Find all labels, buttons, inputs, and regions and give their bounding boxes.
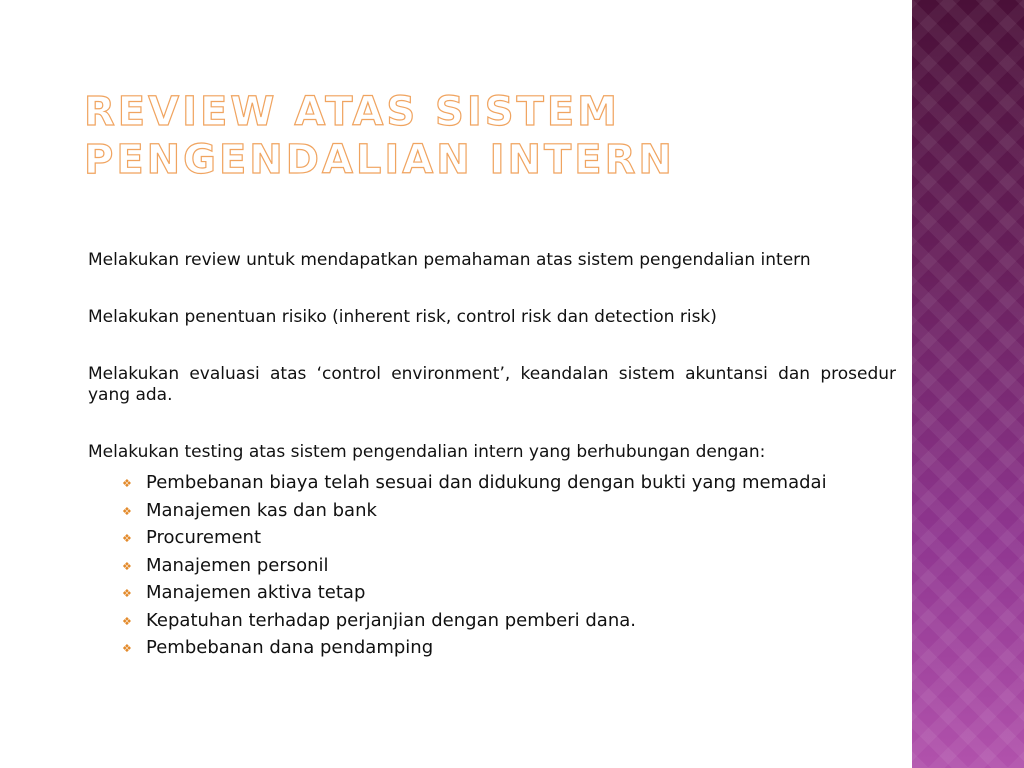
list-item — [122, 497, 896, 525]
slide-title-line: REVIEW ATAS SISTEM — [84, 89, 620, 135]
diamond-bullet-icon: ❖ — [122, 642, 132, 656]
bullet-text: Kepatuhan terhadap perjanjian dengan pemberi dana. — [146, 609, 636, 631]
list-item — [122, 607, 896, 635]
list-item — [122, 469, 896, 497]
paragraph-testing: Melakukan testing atas sistem pengendalian intern yang berhubungan dengan: — [88, 442, 766, 462]
diamond-bullet-icon: ❖ — [122, 532, 132, 546]
bullet-text: Pembebanan dana pendamping — [146, 637, 434, 658]
list-item — [122, 552, 896, 580]
list-item — [122, 524, 896, 552]
bullet-text: Procurement — [146, 527, 262, 548]
paragraph-evaluation: Melakukan evaluasi atas ‘control environment’, keandalan sistem akuntansi dan prosedur yang ada. — [88, 364, 896, 405]
bullet-text: Manajemen kas dan bank — [146, 499, 377, 521]
paragraph-risk-assessment: Melakukan penentuan risiko (inherent risk, control risk dan detection risk) — [88, 307, 717, 327]
diamond-bullet-icon: ❖ — [122, 559, 132, 573]
diamond-bullet-icon: ❖ — [122, 614, 132, 628]
diamond-bullet-icon: ❖ — [122, 587, 132, 601]
decorative-sidebar — [912, 0, 1024, 768]
bullet-list — [88, 469, 896, 662]
list-item — [122, 634, 896, 662]
slide-title-line: PENGENDALIAN INTERN — [84, 137, 675, 183]
bullet-text: Pembebanan biaya telah sesuai dan didukung dengan bukti yang memadai — [146, 472, 827, 493]
paragraph-review: Melakukan review untuk mendapatkan pemahaman atas sistem pengendalian intern — [88, 250, 811, 270]
slide-title — [84, 88, 884, 184]
bullet-text: Manajemen personil — [146, 554, 329, 576]
bullet-text: Manajemen aktiva tetap — [146, 582, 366, 603]
list-item — [122, 579, 896, 607]
diamond-bullet-icon: ❖ — [122, 504, 132, 518]
diamond-bullet-icon: ❖ — [122, 477, 132, 491]
slide-content — [88, 250, 896, 662]
